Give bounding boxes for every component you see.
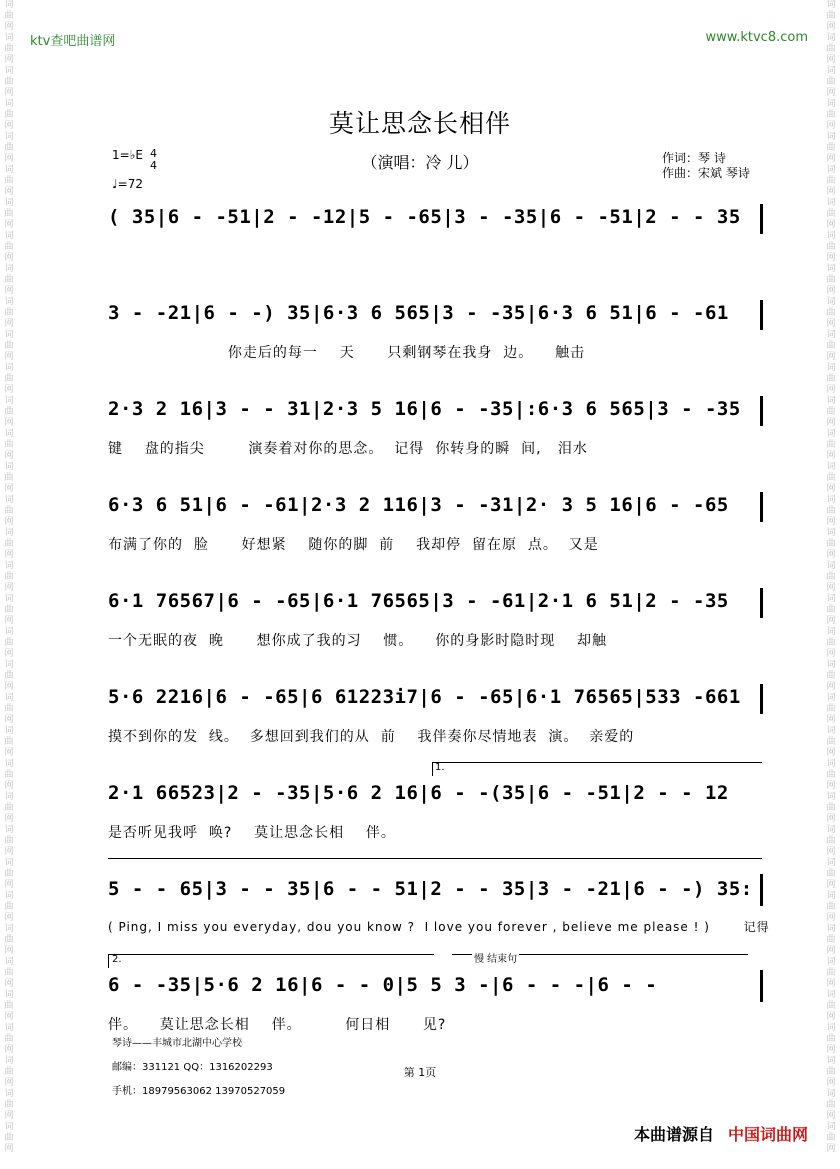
volta-second-line: [108, 954, 434, 955]
source-label: 本曲谱源自: [633, 1125, 714, 1144]
time-signature: [150, 148, 157, 172]
credits: [662, 151, 750, 181]
page-number: 第 1页: [403, 1066, 437, 1079]
notes-line-3: 2·3 2 16|3 - - 31|2·3 5 16|6 - -35|:6·3 6 565|3 - -35: [108, 398, 741, 420]
score-system-8: [108, 872, 770, 942]
singer-line: （演唱：冷 儿）: [361, 153, 479, 172]
score-system-2: [108, 296, 763, 366]
notes-line-9: 6 - -35|5·6 2 16|6 - - 0|5 5 3 -|6 - - -|6 - -: [108, 974, 658, 996]
author-line: 琴诗——丰城市北湖中心学校: [112, 1038, 242, 1049]
notes-line-6: 5·6 2216|6 - -65|6 61223i7|6 - -65|6·1 76565|533 -661: [108, 686, 741, 708]
volta-first-line: [432, 762, 762, 763]
barline-end-1: [760, 204, 763, 234]
lyrics-line-4: 布满了你的 脸 好想紧 随你的脚 前 我却停 留在原 点。 又是: [108, 537, 599, 553]
volta-second-number: 2.: [112, 954, 122, 965]
song-title: 莫让思念长相伴: [328, 109, 511, 138]
score-system-5: [108, 584, 763, 654]
source-site-link[interactable]: 中国词曲网: [727, 1125, 808, 1144]
notes-line-1: ( 35|6 - -51|2 - -12|5 - -65|3 - -35|6 - -51|2 - - 35: [108, 206, 741, 228]
barline-repeat-end: [760, 874, 763, 906]
lyrics-line-9: 伴。 莫让思念长相 伴。 何日相 见?: [108, 1017, 447, 1033]
notes-line-5: 6·1 76567|6 - -65|6·1 76565|3 - -61|2·1 6 51|2 - -35: [108, 590, 729, 612]
barline-end-6: [760, 684, 763, 714]
key-signature: [112, 147, 157, 172]
barline-end-3: [760, 396, 763, 426]
header-site-url[interactable]: www.ktvc8.com: [705, 30, 808, 45]
volta-first-number: 1.: [435, 762, 445, 773]
header-site-name[interactable]: ktv查吧曲谱网: [30, 34, 116, 49]
key-prefix: 1=: [112, 148, 130, 162]
lyrics-line-5: 一个无眠的夜 晚 想你成了我的习 惯。 你的身影时隐时现 却触: [108, 633, 608, 649]
volta-first-tick: [432, 762, 433, 776]
meter-top: 4: [150, 147, 157, 160]
score-system-6: [108, 680, 763, 750]
left-watermark: 词曲网词曲网词曲网词曲网词曲网词曲网词曲网词曲网词曲网词曲网词曲网词曲网词曲网词曲网词曲网词曲网词曲网词曲网词曲网词曲网词曲网词曲网词曲网词曲网词曲网词曲网词曲网词曲网词曲网词曲网词曲网词曲网词曲网词曲网词曲网: [4, 0, 14, 1154]
notes-line-7: 2·1 66523|2 - -35|5·6 2 16|6 - -(35|6 - -51|2 - - 12: [108, 782, 729, 804]
postcode-qq: 邮编：331121 QQ：1316202293: [112, 1062, 273, 1073]
score-system-1: [108, 200, 763, 240]
lyrics-line-8: ( Ping, I miss you everyday, dou you know ? I love you forever , believe me please ! ) 记得: [108, 920, 770, 934]
score-system-9: [108, 968, 763, 1038]
barline-final: [760, 970, 763, 1002]
notes-line-2: 3 - -21|6 - -) 35|6·3 6 565|3 - -35|6·3 6 51|6 - -61: [108, 302, 729, 324]
lyrics-line-7: 是否听见我呼 唤? 莫让思念长相 伴。: [108, 825, 396, 841]
score-system-4: [108, 488, 763, 558]
barline-end-4: [760, 492, 763, 522]
lyricist: 作词：琴 诗: [662, 151, 726, 165]
phone-line: 手机：18979563062 13970527059: [112, 1086, 286, 1097]
key-name: ♭E: [129, 148, 143, 162]
volta-second-tick: [108, 954, 109, 968]
lyrics-line-2: 你走后的每一 天 只剩钢琴在我身 边。 触击: [108, 345, 586, 361]
composer: 作曲：宋斌 琴诗: [662, 166, 750, 180]
score-system-7: [108, 776, 763, 846]
meter-bottom: 4: [150, 159, 157, 172]
right-watermark: 词曲网词曲网词曲网词曲网词曲网词曲网词曲网词曲网词曲网词曲网词曲网词曲网词曲网词曲网词曲网词曲网词曲网词曲网词曲网词曲网词曲网词曲网词曲网词曲网词曲网词曲网词曲网词曲网词曲网词曲网词曲网词曲网词曲网词曲网词曲网: [826, 0, 836, 1154]
source-credit: [634, 1122, 808, 1145]
tempo-mark: ♩=72: [112, 177, 143, 191]
barline-end-5: [760, 588, 763, 618]
notes-line-4: 6·3 6 51|6 - -61|2·3 2 116|3 - -31|2· 3 5 16|6 - -65: [108, 494, 729, 516]
lyrics-line-3: 键 盘的指尖 演奏着对你的思念。 记得 你转身的瞬 间, 泪水: [108, 441, 588, 457]
notes-line-8: 5 - - 65|3 - - 35|6 - - 51|2 - - 35|3 - -21|6 - -) 35:: [108, 878, 753, 900]
barline-end-2: [760, 300, 763, 330]
score-system-3: [108, 392, 763, 462]
lyrics-line-6: 摸不到你的发 线。 多想回到我们的从 前 我伴奏你尽情地表 演。 亲爱的: [108, 729, 635, 745]
slow-marking: 慢 结束句: [472, 950, 519, 965]
volta-continuation-line: [108, 858, 762, 859]
